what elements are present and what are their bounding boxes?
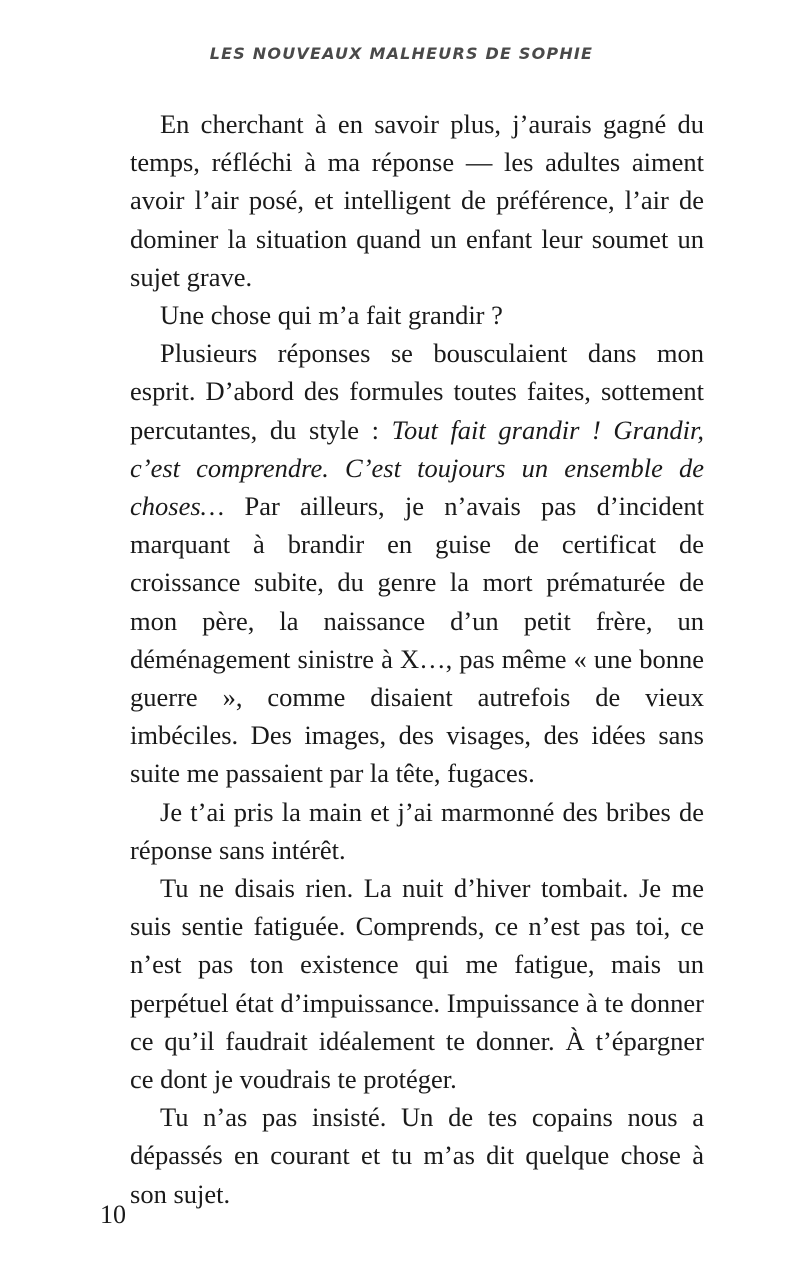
paragraph-text: Plusieurs réponses se bousculaient dans mon esprit. D’abord des formules toutes faites, sottement percutantes, du style :	[130, 338, 704, 445]
italic-quote: Tout fait grandir ! Grandir, c’est comprendre. C’est toujours un ensemble de choses…	[130, 414, 704, 522]
paragraph: Tu n’as pas insisté. Un de tes copains nous a dépassés en courant et tu m’as dit quelque chose à son sujet.	[130, 1102, 704, 1209]
paragraph: Une chose qui m’a fait grandir ?	[160, 300, 503, 331]
paragraph: Je t’ai pris la main et j’ai marmonné des bribes de réponse sans intérêt.	[130, 796, 704, 865]
paragraph: Tu ne disais rien. La nuit d’hiver tombait. Je me suis sentie fatiguée. Comprends, ce n’est pas toi, ce n’est pas ton existence qui me fatigue, mais un perpétuel état d’impuissance. Impuissance à te donner ce qu’il faudrait idéalement te donner. À t’épargner ce dont je voudrais te protéger.	[130, 873, 704, 1095]
paragraph	[130, 334, 704, 792]
paragraph-text: Par ailleurs, je n’avais pas d’incident marquant à brandir en guise de certificat de croissance subite, du genre la mort prématurée de mon père, la naissance d’un petit frère, un déménagement sinistre à X…, pas même « une bonne guerre », comme disaient autrefois de vieux imbéciles. Des images, des visages, des idées sans suite me passaient par la tête, fugaces.	[130, 491, 704, 789]
page-number: 10	[100, 1200, 126, 1229]
paragraph: En cherchant à en savoir plus, j’aurais gagné du temps, réfléchi à ma réponse — les adultes aiment avoir l’air posé, et intelligent de préférence, l’air de dominer la situation quand un enfant leur soumet un sujet grave.	[130, 109, 704, 292]
page-body	[130, 105, 704, 1213]
running-header: LES NOUVEAUX MALHEURS DE SOPHIE	[209, 44, 594, 63]
